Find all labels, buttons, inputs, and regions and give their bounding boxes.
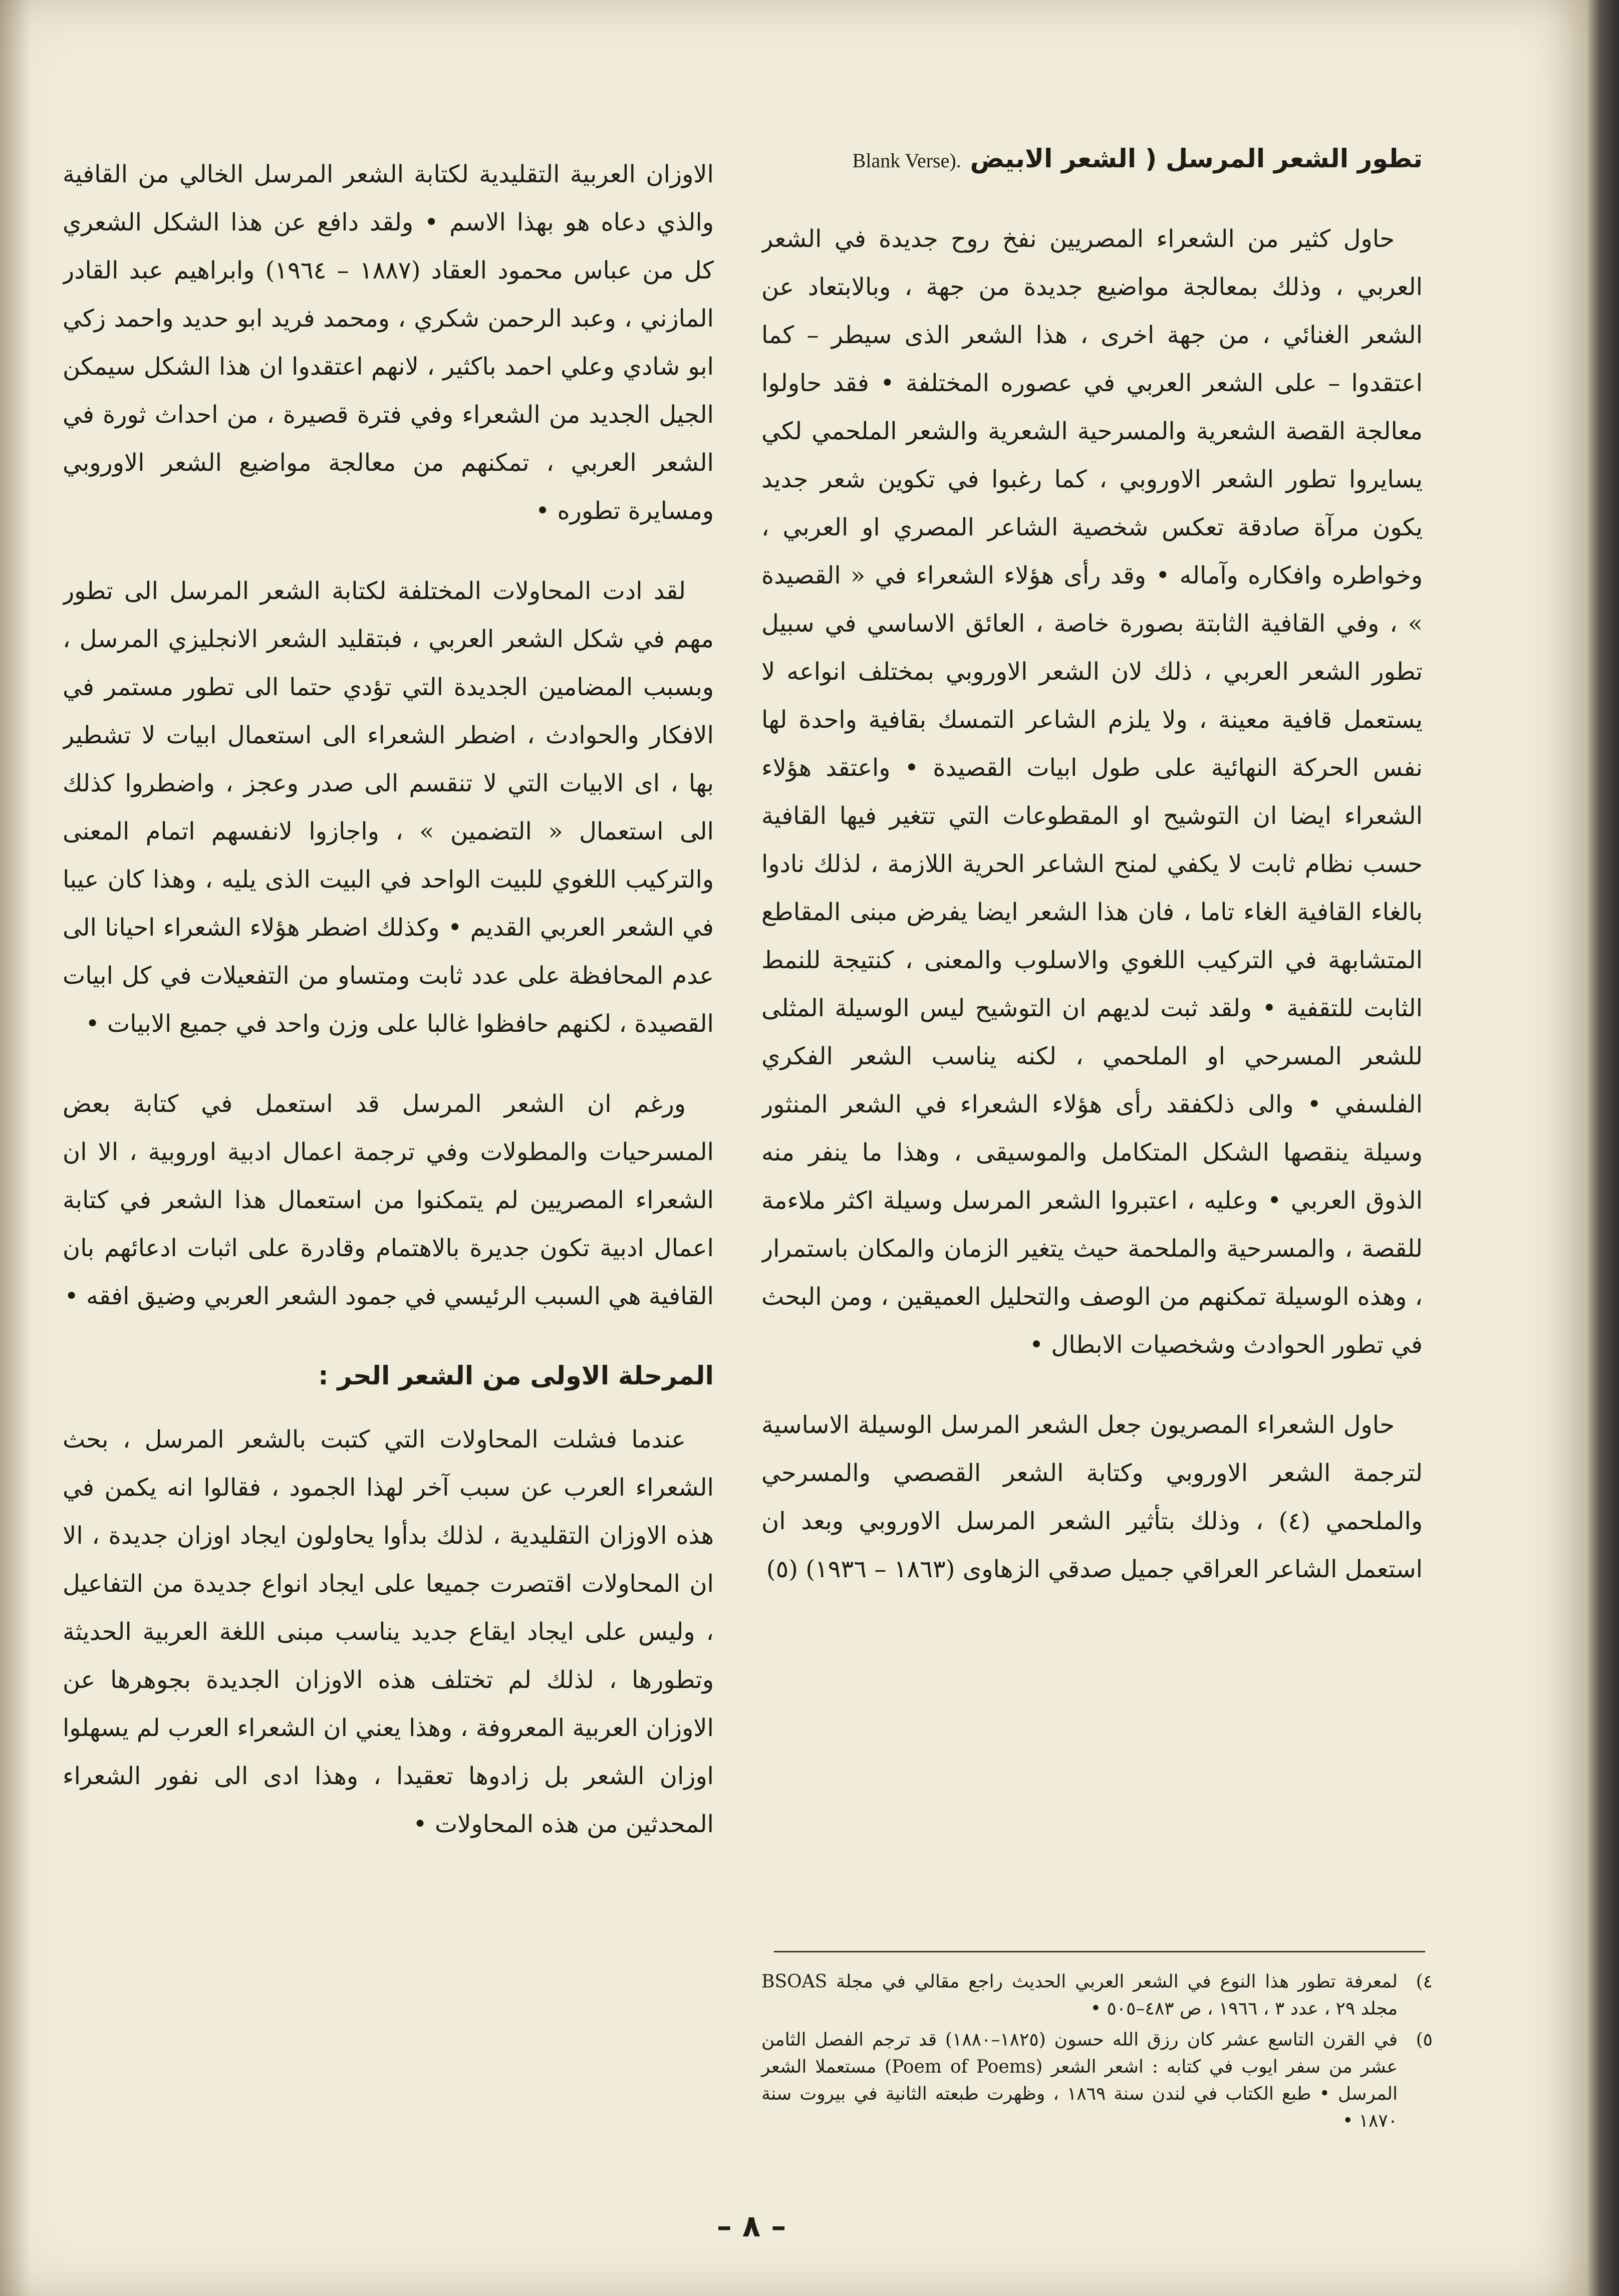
page-edge (1588, 0, 1619, 2296)
footnotes (761, 1968, 1433, 2139)
left-paragraph-1: الاوزان العربية التقليدية لكتابة الشعر المرسل الخالي من القافية والذي دعاه هو بهذا الاسم • ولقد دافع عن هذا الشكل الشعري كل من عباس محمود العقاد (١٨٨٧ – ١٩٦٤) وابراهيم عبد القادر المازني ، وعبد الرحمن شكري ، ومحمد فريد ابو حديد واحمد زكي ابو شادي وعلي احمد باكثير ، لانهم اعتقدوا ان هذا الشكل سيمكن الجيل الجديد من الشعراء وفي فترة قصيرة ، من احداث ثورة في الشعر العربي ، تمكنهم من معالجة مواضيع الشعر الاوروبي ومسايرة تطوره • (63, 160, 714, 525)
section-heading-blank-verse (761, 135, 1423, 185)
footnote-number: ٤) (1416, 1971, 1433, 1992)
right-paragraph-2: حاول الشعراء المصريون جعل الشعر المرسل الوسيلة الاساسية لترجمة الشعر الاوروبي وكتابة الشعر القصصي والمسرحي والملحمي (٤) ، وذلك بتأثير الشعر المرسل الاوروبي وبعد ان استعمل الشاعر العراقي جميل صدقي الزهاوى (١٨٦٣ – ١٩٣٦) (٥) (761, 1411, 1423, 1583)
right-column (761, 135, 1423, 1988)
footnote-number: ٥) (1416, 2030, 1433, 2050)
left-column (63, 150, 714, 2003)
page-number: – ٨ – (716, 2209, 786, 2244)
left-paragraph-2: لقد ادت المحاولات المختلفة لكتابة الشعر المرسل الى تطور مهم في شكل الشعر العربي ، فبتقليد الشعر الانجليزي المرسل ، وبسبب المضامين الجديدة التي تؤدي حتما الى تطور مستمر في الافكار والحوادث ، اضطر الشعراء الى استعمال ابيات لا تشطير بها ، اى الابيات التي لا تنقسم الى صدر وعجز ، واضطروا كذلك الى استعمال « التضمين » ، واجازوا لانفسهم اتمام المعنى والتركيب اللغوي للبيت الواحد في البيت الذى يليه ، وهذا كان عيبا في الشعر العربي القديم • وكذلك اضطر هؤلاء الشعراء احيانا الى عدم المحافظة على عدد ثابت ومتساو من التفعيلات في كل ابيات القصيدة ، لكنهم حافظوا غالبا على وزن واحد في جميع الابيات • (63, 577, 714, 1038)
heading-arabic: تطور الشعر المرسل ( الشعر الابيض (970, 144, 1423, 174)
left-paragraph-4: عندما فشلت المحاولات التي كتبت بالشعر المرسل ، بحث الشعراء العرب عن سبب آخر لهذا الجمود ، فقالوا انه يكمن في هذه الاوزان التقليدية ، لذلك بدأوا يحاولون ايجاد اوزان جديدة ، الا ان المحاولات اقتصرت جميعا على ايجاد انواع جديدة من التفاعيل ، وليس على ايجاد ايقاع جديد يناسب مبنى اللغة العربية الحديثة وتطورها ، لذلك لم تختلف هذه الاوزان الجديدة بجوهرها عن الاوزان العربية المعروفة ، وهذا يعني ان الشعراء العرب لم يسهلوا اوزان الشعر بل زادوها تعقيدا ، وهذا ادى الى نفور الشعراء المحدثين من هذه المحاولات • (63, 1425, 714, 1838)
right-paragraph-1: حاول كثير من الشعراء المصريين نفخ روح جديدة في الشعر العربي ، وذلك بمعالجة مواضيع جديدة من جهة ، وبالابتعاد عن الشعر الغنائي ، من جهة اخرى ، هذا الشعر الذى سيطر – كما اعتقدوا – على الشعر العربي في عصوره المختلفة • فقد حاولوا معالجة القصة الشعرية والمسرحية الشعرية والشعر الملحمي لكي يسايروا تطور الشعر الاوروبي ، كما رغبوا في تكوين شعر جديد يكون مرآة صادقة تعكس شخصية الشاعر المصري او العربي ، وخواطره وافكاره وآماله • وقد رأى هؤلاء الشعراء في « القصيدة » ، وفي القافية الثابتة بصورة خاصة ، العائق الاساسي في سبيل تطور الشعر العربي ، ذلك لان الشعر الاوروبي بمختلف انواعه لا يستعمل قافية معينة ، ولا يلزم الشاعر التمسك بقافية واحدة لها نفس الحركة النهائية على طول ابيات القصيدة • واعتقد هؤلاء الشعراء ايضا ان التوشيح او المقطوعات التي تتغير فيها القافية حسب نظام ثابت لا يكفي لمنح الشاعر الحرية اللازمة ، لذلك نادوا بالغاء القافية الغاء تاما ، فان هذا الشعر ايضا يفرض مبنى المقاطع المتشابهة في التركيب اللغوي والاسلوب والمعنى ، كنتيجة للنمط الثابت للتقفية • ولقد ثبت لديهم ان التوشيح ليس الوسيلة المثلى للشعر المسرحي او الملحمي ، لكنه يناسب الشعر الفكري الفلسفي • والى ذلكفقد رأى هؤلاء الشعراء في الشعر المنثور وسيلة ينقصها الشكل المتكامل والموسيقى ، وهذا ما ينفر منه الذوق العربي • وعليه ، اعتبروا الشعر المرسل وسيلة اكثر ملاءمة للقصة ، والمسرحية والملحمة حيث يتغير الزمان والمكان باستمرار ، وهذه الوسيلة تمكنهم من الوصف والتحليل العميقين ، ومن البحث في تطور الحوادث وشخصيات الابطال • (761, 225, 1423, 1359)
section-heading-free-verse: المرحلة الاولى من الشعر الحر : (318, 1361, 714, 1391)
heading-latin: Blank Verse). (852, 149, 961, 172)
footnote-5 (761, 2027, 1433, 2135)
footnote-text: لمعرفة تطور هذا النوع في الشعر العربي الحديث راجع مقالي في مجلة BSOAS مجلد ٢٩ ، عدد ٣ ، ١٩٦٦ ، ص ٤٨٣–٥٠٥ • (761, 1971, 1398, 2019)
footnote-4 (761, 1968, 1433, 2023)
left-paragraph-3: ورغم ان الشعر المرسل قد استعمل في كتابة بعض المسرحيات والمطولات وفي ترجمة اعمال ادبية اوروبية ، الا ان الشعراء المصريين لم يتمكنوا من استعمال هذا الشعر في كتابة اعمال ادبية تكون جديرة بالاهتمام وقادرة على اثبات ادعائهم بان القافية هي السبب الرئيسي في جمود الشعر العربي وضيق افقه • (63, 1090, 714, 1310)
page-binding-shadow (0, 0, 30, 2296)
footnote-text: في القرن التاسع عشر كان رزق الله حسون (١٨٢٥–١٨٨٠) قد ترجم الفصل الثامن عشر من سفر ايوب في كتابه : اشعر الشعر (Poem of Poems) مستعملا الشعر المرسل • طبع الكتاب في لندن سنة ١٨٦٩ ، وظهرت طبعته الثانية في بيروت سنة ١٨٧٠ • (761, 2030, 1398, 2131)
footnote-divider (774, 1951, 1425, 1952)
